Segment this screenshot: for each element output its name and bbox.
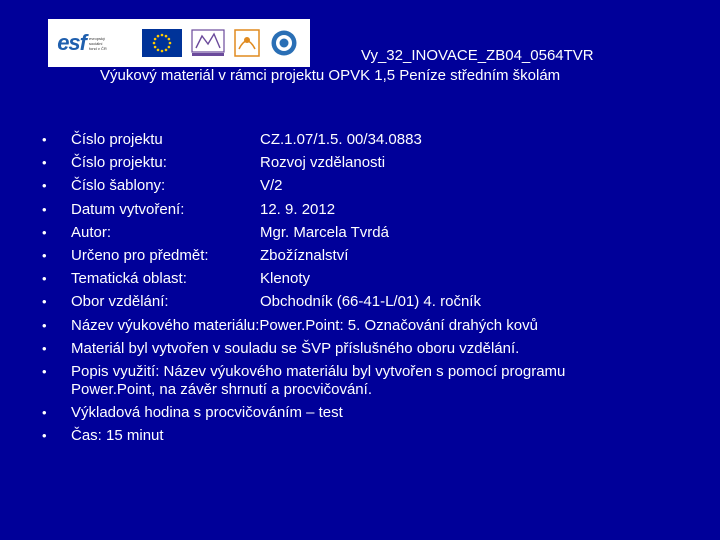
bullet: • xyxy=(42,405,47,421)
esf-sub-line: evropský xyxy=(88,35,105,41)
list-item xyxy=(42,337,702,360)
bullet: • xyxy=(42,340,47,356)
item-text: Výkladová hodina s procvičováním – test xyxy=(71,404,343,422)
item-value: V/2 xyxy=(260,177,283,195)
bullet: • xyxy=(42,364,47,380)
list-item xyxy=(42,360,702,401)
bullet: • xyxy=(42,428,47,444)
item-value: 12. 9. 2012 xyxy=(260,200,336,218)
logo-strip xyxy=(48,19,310,67)
op-emblem-icon xyxy=(267,26,301,60)
bullet: • xyxy=(42,224,47,240)
bullet: • xyxy=(42,248,47,264)
bullet: • xyxy=(42,132,47,147)
material-code: Vy_32_INOVACE_ZB04_0564TVR xyxy=(361,47,594,64)
oppvk-logo xyxy=(234,26,260,60)
esf-logo xyxy=(57,26,135,60)
item-label: Autor: xyxy=(71,223,112,241)
item-text-continuation: Power.Point, na závěr shrnutí a procvičování. xyxy=(71,381,372,399)
bullet: • xyxy=(42,201,47,217)
item-text: Název výukového materiálu:Power.Point: 5. Označování drahých kovů xyxy=(71,316,538,334)
item-text: Popis využití: Název výukového materiálu byl vytvořen s pomocí programu xyxy=(71,363,566,381)
item-text: Materiál byl vytvořen v souladu se ŠVP příslušného oboru vzdělání. xyxy=(71,339,520,357)
bullet: • xyxy=(42,317,47,333)
item-label: Číslo šablony: xyxy=(71,177,166,195)
list-item xyxy=(42,401,702,424)
bullet: • xyxy=(42,294,47,310)
eu-flag-icon xyxy=(142,29,182,57)
item-label: Tematická oblast: xyxy=(71,270,187,288)
item-label: Datum vytvoření: xyxy=(71,200,185,218)
list-item xyxy=(42,221,702,244)
bullet: • xyxy=(42,155,47,171)
list-item xyxy=(42,174,702,197)
info-list xyxy=(42,128,702,447)
item-value: Mgr. Marcela Tvrdá xyxy=(260,223,389,241)
list-item xyxy=(42,128,702,151)
list-item xyxy=(42,198,702,221)
item-label: Číslo projektu xyxy=(71,131,163,148)
item-label: Číslo projektu: xyxy=(71,154,167,172)
bullet: • xyxy=(42,271,47,287)
item-label: Určeno pro předmět: xyxy=(71,247,209,265)
item-value: Rozvoj vzdělanosti xyxy=(260,154,386,172)
msmt-logo xyxy=(188,26,228,60)
item-value: CZ.1.07/1.5. 00/34.0883 xyxy=(260,131,422,148)
esf-sub-line: sociální xyxy=(88,40,103,46)
esf-logo-subtext xyxy=(89,36,107,51)
list-item xyxy=(42,290,702,313)
item-text: Čas: 15 minut xyxy=(71,427,164,445)
item-value: Obchodník (66-41-L/01) 4. ročník xyxy=(260,293,481,311)
item-value: Klenoty xyxy=(260,270,311,288)
item-value: Zbožíznalství xyxy=(260,247,349,265)
item-label: Obor vzdělání: xyxy=(71,293,169,311)
esf-sub-line: fond v ČR xyxy=(88,45,107,51)
list-item xyxy=(42,314,702,337)
esf-logo-text: esf xyxy=(57,30,86,55)
project-subtitle: Výukový materiál v rámci projektu OPVK 1,5 Peníze středním školám xyxy=(100,67,561,84)
list-item xyxy=(42,424,702,447)
list-item xyxy=(42,267,702,290)
list-item xyxy=(42,244,702,267)
list-item xyxy=(42,151,702,174)
bullet: • xyxy=(42,178,47,194)
